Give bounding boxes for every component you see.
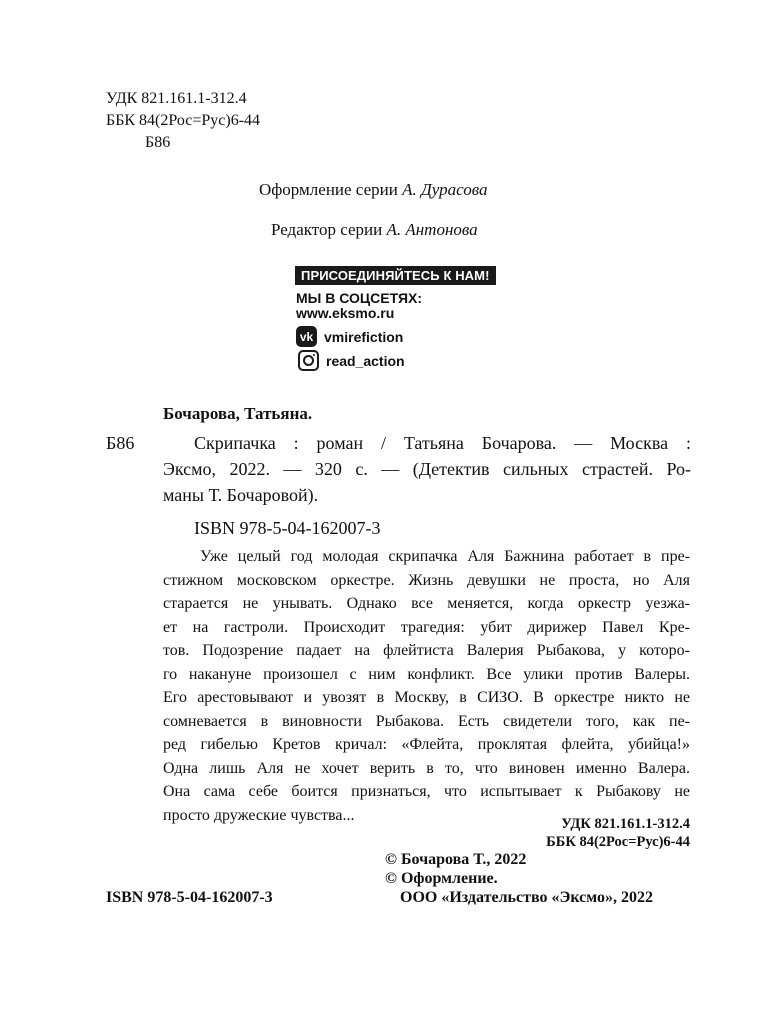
copyright-publisher: ООО «Издательство «Эксмо», 2022 bbox=[400, 889, 653, 906]
udk-code: УДК 821.161.1-312.4 bbox=[106, 90, 247, 107]
series-design-name: А. Дурасова bbox=[402, 180, 488, 199]
bibliographic-line: маны Т. Бочаровой). bbox=[163, 485, 319, 505]
series-design-label: Оформление серии bbox=[259, 180, 398, 199]
annotation-line: сомневается в виновности Рыбакова. Есть свидетели того, как пе- bbox=[163, 712, 690, 730]
social-title: МЫ В СОЦСЕТЯХ: bbox=[296, 290, 423, 306]
bbk-code: ББК 84(2Рос=Рус)6-44 bbox=[106, 112, 261, 129]
annotation-line: ред гибелью Кретов кричал: «Флейта, проклятая флейта, убийца!» bbox=[163, 736, 690, 753]
annotation-line: просто дружеские чувства... bbox=[163, 806, 355, 824]
series-editor-label: Редактор серии bbox=[271, 220, 383, 239]
annotation-line: Его арестовывают и увозят в Москву, в СИЗО. В оркестре никто не bbox=[163, 689, 690, 706]
join-us-badge: ПРИСОЕДИНЯЙТЕСЬ К НАМ! bbox=[295, 266, 496, 285]
series-editor-credit bbox=[271, 220, 478, 240]
copyright-design: © Оформление. bbox=[385, 870, 498, 887]
annotation-line: Уже целый год молодая скрипачка Аля Бажнина работает в пре- bbox=[200, 548, 690, 565]
footer-isbn: ISBN 978-5-04-162007-3 bbox=[106, 889, 273, 906]
bibliographic-line: Скрипачка : роман / Татьяна Бочарова. — Москва : bbox=[194, 433, 691, 453]
vk-icon: vk bbox=[296, 326, 317, 347]
series-design-credit bbox=[259, 180, 487, 200]
author-mark: Б86 bbox=[145, 134, 171, 151]
series-editor-name: А. Антонова bbox=[386, 220, 478, 239]
instagram-handle: read_action bbox=[326, 352, 405, 369]
bibliographic-mark: Б86 bbox=[106, 433, 135, 453]
annotation-line: стижном московском оркестре. Жизнь девушки не проста, но Аля bbox=[163, 571, 690, 589]
annotation-line: Она сама себе боится признаться, что испытывает к Рыбакову не bbox=[163, 783, 690, 800]
annotation-line: го накануне произошел с ним конфликт. Все улики против Валеры. bbox=[163, 665, 690, 683]
bibliographic-author: Бочарова, Татьяна. bbox=[163, 404, 313, 423]
bibliographic-line: Эксмо, 2022. — 320 с. — (Детектив сильных страстей. Ро- bbox=[163, 459, 691, 479]
footer-bbk: ББК 84(2Рос=Рус)6-44 bbox=[546, 834, 690, 850]
bibliographic-isbn: ISBN 978-5-04-162007-3 bbox=[194, 518, 381, 538]
website-link[interactable]: www.eksmo.ru bbox=[296, 305, 395, 321]
instagram-social-link[interactable] bbox=[298, 350, 405, 371]
annotation-line: тов. Подозрение падает на флейтиста Валерия Рыбакова, у которо- bbox=[163, 642, 690, 659]
annotation-line: старается не унывать. Однако все меняется, когда оркестр уезжа- bbox=[163, 595, 690, 612]
footer-udk: УДК 821.161.1-312.4 bbox=[561, 816, 690, 832]
vk-handle: vmirefiction bbox=[324, 328, 404, 345]
annotation-line: ет на гастроли. Происходит трагедия: убит дирижер Павел Кре- bbox=[163, 618, 690, 636]
copyright-author: © Бочарова Т., 2022 bbox=[385, 851, 527, 868]
instagram-icon bbox=[298, 350, 319, 371]
vk-social-link[interactable] bbox=[296, 326, 403, 347]
annotation-line: Одна лишь Аля не хочет верить в то, что виновен именно Валера. bbox=[163, 759, 690, 777]
